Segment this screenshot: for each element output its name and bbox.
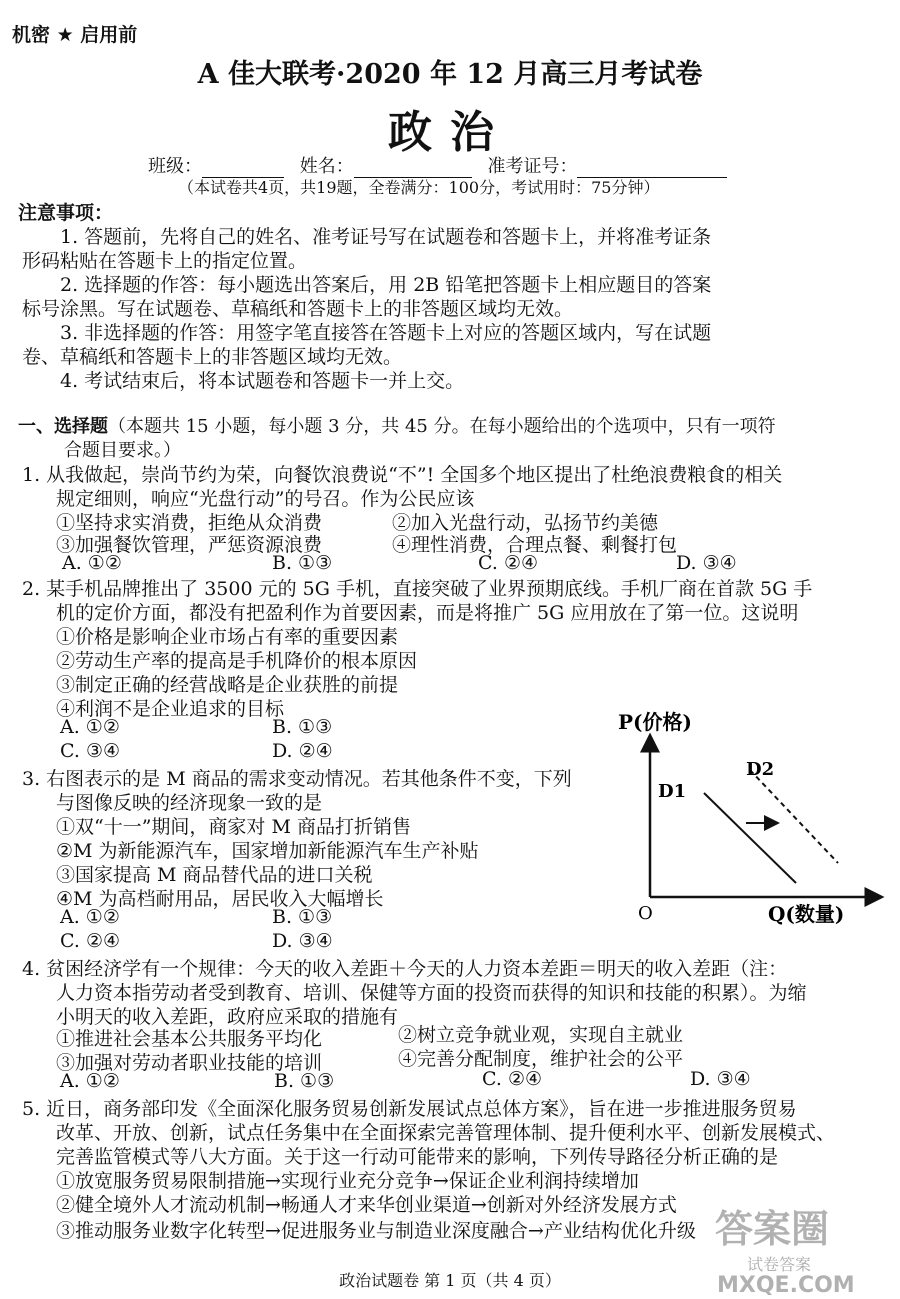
q4-choice-d[interactable]: D. ③④ (690, 1068, 751, 1090)
question-4-stem-cont: 小明天的收入差距，政府应采取的措施有 (56, 1006, 399, 1028)
question-5-stem-cont: 完善监管模式等八大方面。关于这一行动可能带来的影响，下列传导路径分析正确的是 (56, 1146, 779, 1168)
q4-option-1: ①推进社会基本公共服务平均化 (56, 1028, 323, 1050)
d1-label: D1 (658, 781, 687, 802)
q2-choice-c[interactable]: C. ③④ (60, 740, 121, 762)
q1-option-4: ④理性消费，合理点餐、剩餐打包 (392, 534, 678, 556)
notice-line: 3. 非选择题的作答：用签字笔直接答在答题卡上对应的答题区域内，写在试题 (60, 322, 712, 344)
q3-option-3: ③国家提高 M 商品替代品的进口关税 (56, 864, 373, 886)
q3-choice-d[interactable]: D. ③④ (272, 930, 333, 952)
q2-option-4: ④利润不是企业追求的目标 (56, 698, 285, 720)
q1-option-1: ①坚持求实消费，拒绝从众消费 (56, 512, 323, 534)
question-3-stem-cont: 与图像反映的经济现象一致的是 (56, 792, 323, 814)
question-3-stem: 3. 右图表示的是 M 商品的需求变动情况。若其他条件不变，下列 (22, 768, 572, 790)
question-2-stem: 2. 某手机品牌推出了 3500 元的 5G 手机，直接突破了业界预期底线。手机厂商在首款 5G 手 (22, 578, 813, 600)
notice-line: 4. 考试结束后，将本试题卷和答题卡一并上交。 (60, 370, 465, 392)
origin-label: O (638, 903, 653, 924)
q4-option-2: ②树立竞争就业观，实现自主就业 (398, 1024, 684, 1046)
q2-option-3: ③制定正确的经营战略是企业获胜的前提 (56, 674, 399, 696)
svg-text:答案圈: 答案圈 (715, 1207, 830, 1251)
q3-choice-a[interactable]: A. ①② (60, 906, 120, 928)
q3-choice-c[interactable]: C. ②④ (60, 930, 121, 952)
q2-option-1: ①价格是影响企业市场占有率的重要因素 (56, 626, 399, 648)
question-1-stem: 1. 从我做起，崇尚节约为荣，向餐饮浪费说“不”! 全国多个地区提出了杜绝浪费粮食的相关 (22, 464, 783, 486)
exam-id-label: 准考证号： (487, 156, 578, 177)
notice-line: 标号涂黑。写在试题卷、草稿纸和答题卡上的非答题区域均无效。 (22, 298, 574, 320)
q3-choice-b[interactable]: B. ①③ (272, 906, 333, 928)
name-label: 姓名： (299, 156, 354, 177)
question-4-stem-cont: 人力资本指劳动者受到教育、培训、保健等方面的投资而获得的知识和技能的积累）。为缩 (56, 982, 807, 1004)
section-desc: （本题共 15 小题，每小题 3 分，共 45 分。在每小题给出的个选项中，只有一项符 (108, 416, 776, 437)
q2-choice-d[interactable]: D. ②④ (272, 740, 333, 762)
question-5-stem-cont: 改革、开放、创新，试点任务集中在全面探索完善管理体制、提升便利水平、创新发展模式、 (56, 1122, 836, 1144)
q1-choice-d[interactable]: D. ③④ (676, 552, 737, 574)
q1-option-2: ②加入光盘行动，弘扬节约美德 (392, 512, 659, 534)
q1-choice-b[interactable]: B. ①③ (272, 552, 333, 574)
demand-curve-d2 (750, 770, 838, 863)
page-footer: 政治试题卷 第 1 页（共 4 页） (339, 1271, 561, 1290)
notice-line: 卷、草稿纸和答题卡上的非答题区域均无效。 (22, 346, 403, 368)
demand-curve-d1 (704, 793, 796, 883)
subject-title: 政治 (388, 107, 512, 158)
notice-heading: 注意事项： (18, 202, 114, 224)
exam-note: （本试卷共4页，共19题，全卷满分：100分，考试用时：75分钟） (178, 178, 660, 197)
class-label: 班级： (148, 156, 202, 177)
q1-choice-c[interactable]: C. ②④ (478, 552, 539, 574)
section-heading (18, 412, 776, 438)
notice-line: 形码粘贴在答题卡上的指定位置。 (22, 250, 308, 272)
question-2-stem-cont: 机的定价方面，都没有把盈利作为首要因素，而是将推广 5G 应用放在了第一位。这说明 (56, 602, 799, 624)
q4-option-3: ③加强对劳动者职业技能的培训 (56, 1052, 323, 1074)
demand-curve-chart (600, 705, 890, 930)
question-4-stem: 4. 贫困经济学有一个规律：今天的收入差距＋今天的人力资本差距＝明天的收入差距（注： (22, 958, 788, 980)
q3-option-2: ②M 为新能源汽车，国家增加新能源汽车生产补贴 (56, 840, 479, 862)
q2-option-2: ②劳动生产率的提高是手机降价的根本原因 (56, 650, 418, 672)
x-axis-label: Q(数量) (768, 902, 845, 926)
notice-line: 2. 选择题的作答：每小题选出答案后，用 2B 铅笔把答题卡上相应题目的答案 (60, 274, 712, 296)
q2-choice-b[interactable]: B. ①③ (272, 716, 333, 738)
q4-choice-a[interactable]: A. ①② (60, 1070, 120, 1092)
section-title: 一、选择题 (18, 416, 108, 437)
q4-option-4: ④完善分配制度，维护社会的公平 (398, 1048, 684, 1070)
q2-choice-a[interactable]: A. ①② (60, 716, 120, 738)
question-5-stem: 5. 近日，商务部印发《全面深化服务贸易创新发展试点总体方案》，旨在进一步推进服务贸易 (22, 1098, 797, 1120)
watermark-logo (707, 1200, 882, 1295)
q3-option-4: ④M 为高档耐用品，居民收入大幅增长 (56, 888, 384, 910)
y-axis-label: P(价格) (618, 710, 692, 734)
notice-line: 1. 答题前，先将自己的姓名、准考证号写在试题卷和答题卡上，并将准考证条 (60, 226, 712, 248)
q1-option-3: ③加强餐饮管理，严惩资源浪费 (56, 534, 323, 556)
confidential-label: 机密 ★ 启用前 (12, 24, 138, 46)
exam-title: A 佳大联考·2020 年 12 月高三月考试卷 (197, 59, 703, 90)
svg-text:试卷答案: 试卷答案 (747, 1255, 812, 1274)
q4-choice-b[interactable]: B. ①③ (274, 1070, 335, 1092)
svg-text:MXQE.COM: MXQE.COM (717, 1273, 855, 1295)
q1-choice-a[interactable]: A. ①② (62, 552, 122, 574)
q5-option-2: ②健全境外人才流动机制→畅通人才来华创业渠道→创新对外经济发展方式 (56, 1194, 677, 1216)
q4-choice-c[interactable]: C. ②④ (482, 1068, 543, 1090)
q5-option-3: ③推动服务业数字化转型→促进服务业与制造业深度融合→产业结构优化升级 (56, 1220, 696, 1242)
q3-option-1: ①双“十一”期间，商家对 M 商品打折销售 (56, 816, 411, 838)
section-desc-cont: 合题目要求。） (64, 440, 181, 461)
q5-option-1: ①放宽服务贸易限制措施→实现行业充分竞争→保证企业利润持续增加 (56, 1170, 639, 1192)
question-1-stem-cont: 规定细则，响应“光盘行动”的号召。作为公民应该 (56, 488, 475, 510)
d2-label: D2 (746, 759, 775, 780)
